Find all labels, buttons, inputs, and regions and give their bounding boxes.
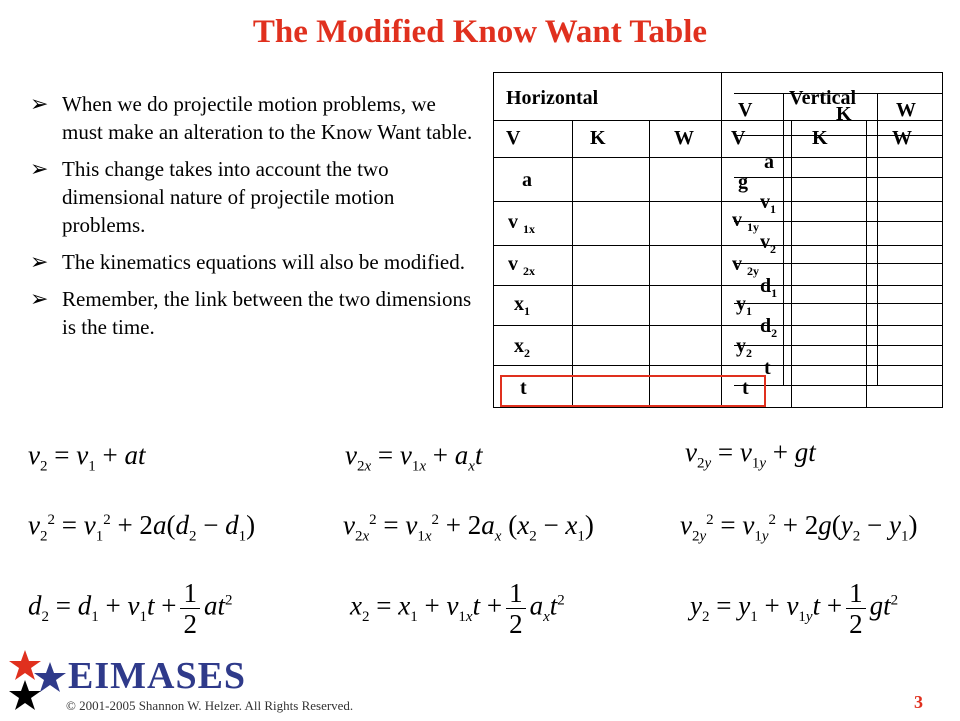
black-star-icon xyxy=(9,680,41,710)
table-divider xyxy=(494,365,942,366)
ghost-table-line xyxy=(734,221,942,222)
vertical-var: $y_1$ xyxy=(736,293,752,318)
equation-h3: $d_2 = d_1 + v_1t$ + $\frac{1}{2}$ $at^2$ xyxy=(28,578,233,639)
table-divider xyxy=(649,120,650,407)
bullet-item xyxy=(30,248,480,276)
equation-x3: $x_2 = x_1 + v_{1x}t$ + $\frac{1}{2}$ $a_xt^2$ xyxy=(350,578,565,639)
equation-y2: $v_{2y}^2 = v_{1y}^2 + 2g(y_2 - y_1)$ xyxy=(680,510,918,545)
vertical-var: v $_{2y}$ xyxy=(732,253,759,278)
logo-stars xyxy=(8,650,70,716)
ghost-table-line xyxy=(734,345,942,346)
horizontal-var: v $_{2x}$ xyxy=(508,253,535,278)
bullet-text: When we do projectile motion problems, we must make an alteration to the Know Want table. xyxy=(62,92,473,144)
col-v-horizontal: V xyxy=(506,127,521,149)
horizontal-var: $x_2$ xyxy=(514,335,530,360)
blue-star-icon xyxy=(34,662,66,692)
bullet-list xyxy=(30,90,480,350)
equation-x2: $v_{2x}^2 = v_{1x}^2 + 2a_x$ $(x_2 - x_1)$ xyxy=(343,510,594,545)
vertical-var: g xyxy=(738,171,748,193)
ghost-t-label: t xyxy=(764,357,771,379)
horizontal-header: Horizontal xyxy=(506,87,599,109)
arrow-bullet-icon: ➢ xyxy=(30,156,49,181)
red-star-icon xyxy=(9,650,41,680)
vertical-var: $y_2$ xyxy=(736,335,752,360)
horizontal-var: t xyxy=(520,377,527,399)
vertical-var: t xyxy=(742,377,749,399)
know-want-table xyxy=(493,72,943,408)
bullet-text: This change takes into account the two dimensional nature of projectile motion problems. xyxy=(62,157,395,237)
arrow-bullet-icon: ➢ xyxy=(30,91,49,116)
horizontal-var: v $_{1x}$ xyxy=(508,211,535,236)
table-divider xyxy=(494,157,942,158)
col-w-vertical: W xyxy=(892,127,912,149)
copyright-text: © 2001-2005 Shannon W. Helzer. All Rights Reserved. xyxy=(66,698,354,713)
horizontal-var: $x_1$ xyxy=(514,293,530,318)
col-k-horizontal: K xyxy=(590,127,606,149)
ghost-v-header: V xyxy=(738,99,753,121)
vertical-var: v $_{1y}$ xyxy=(732,209,759,234)
equation-h2: $v_2^2 = v_1^2 + 2a(d_2 - d_1)$ xyxy=(28,510,256,545)
table-divider xyxy=(494,325,942,326)
bullet-text: The kinematics equations will also be modified. xyxy=(62,250,465,274)
ghost-a-label: a xyxy=(764,151,774,173)
equation-x1: $v_{2x} = v_{1x} + a_xt$ xyxy=(345,440,483,475)
ghost-table-line xyxy=(734,177,942,178)
table-divider xyxy=(572,120,573,407)
bullet-text: Remember, the link between the two dimensions is the time. xyxy=(62,287,472,339)
brand-wordmark: EIMASES xyxy=(68,655,247,697)
ghost-v2-label: $v_2$ xyxy=(760,231,776,256)
arrow-bullet-icon: ➢ xyxy=(30,286,49,311)
ghost-w-header: W xyxy=(896,99,916,121)
ghost-d2-label: $d_2$ xyxy=(760,315,778,340)
page-number: 3 xyxy=(914,692,923,712)
vertical-header: Vertical xyxy=(789,87,857,109)
time-highlight-box xyxy=(500,375,766,407)
table-divider xyxy=(494,285,942,286)
ghost-table-line xyxy=(877,93,878,385)
table-divider xyxy=(494,201,942,202)
bullet-item xyxy=(30,90,480,146)
arrow-bullet-icon: ➢ xyxy=(30,249,49,274)
bullet-item xyxy=(30,285,480,341)
ghost-v1-label: $v_1$ xyxy=(760,191,776,216)
col-k-vertical: K xyxy=(812,127,828,149)
table-divider xyxy=(494,245,942,246)
col-w-horizontal: W xyxy=(674,127,694,149)
horizontal-var: a xyxy=(522,169,532,191)
ghost-table-line xyxy=(783,93,784,385)
table-divider xyxy=(721,73,722,407)
ghost-k-header: K xyxy=(836,103,852,125)
equation-y1: $v_{2y} = v_{1y}$ + gt xyxy=(685,437,816,472)
bullet-item xyxy=(30,155,480,239)
slide-title: The Modified Know Want Table xyxy=(252,14,708,50)
table-divider xyxy=(494,120,942,121)
col-v-vertical: V xyxy=(731,127,746,149)
equation-h1: $v_2 = v_1$ + at xyxy=(28,440,146,475)
equation-y3: $y_2 = y_1 + v_{1y}t$ + $\frac{1}{2}$ $gt^2$ xyxy=(690,578,899,639)
ghost-d1-label: $d_1$ xyxy=(760,275,778,300)
ghost-table-line xyxy=(734,263,942,264)
